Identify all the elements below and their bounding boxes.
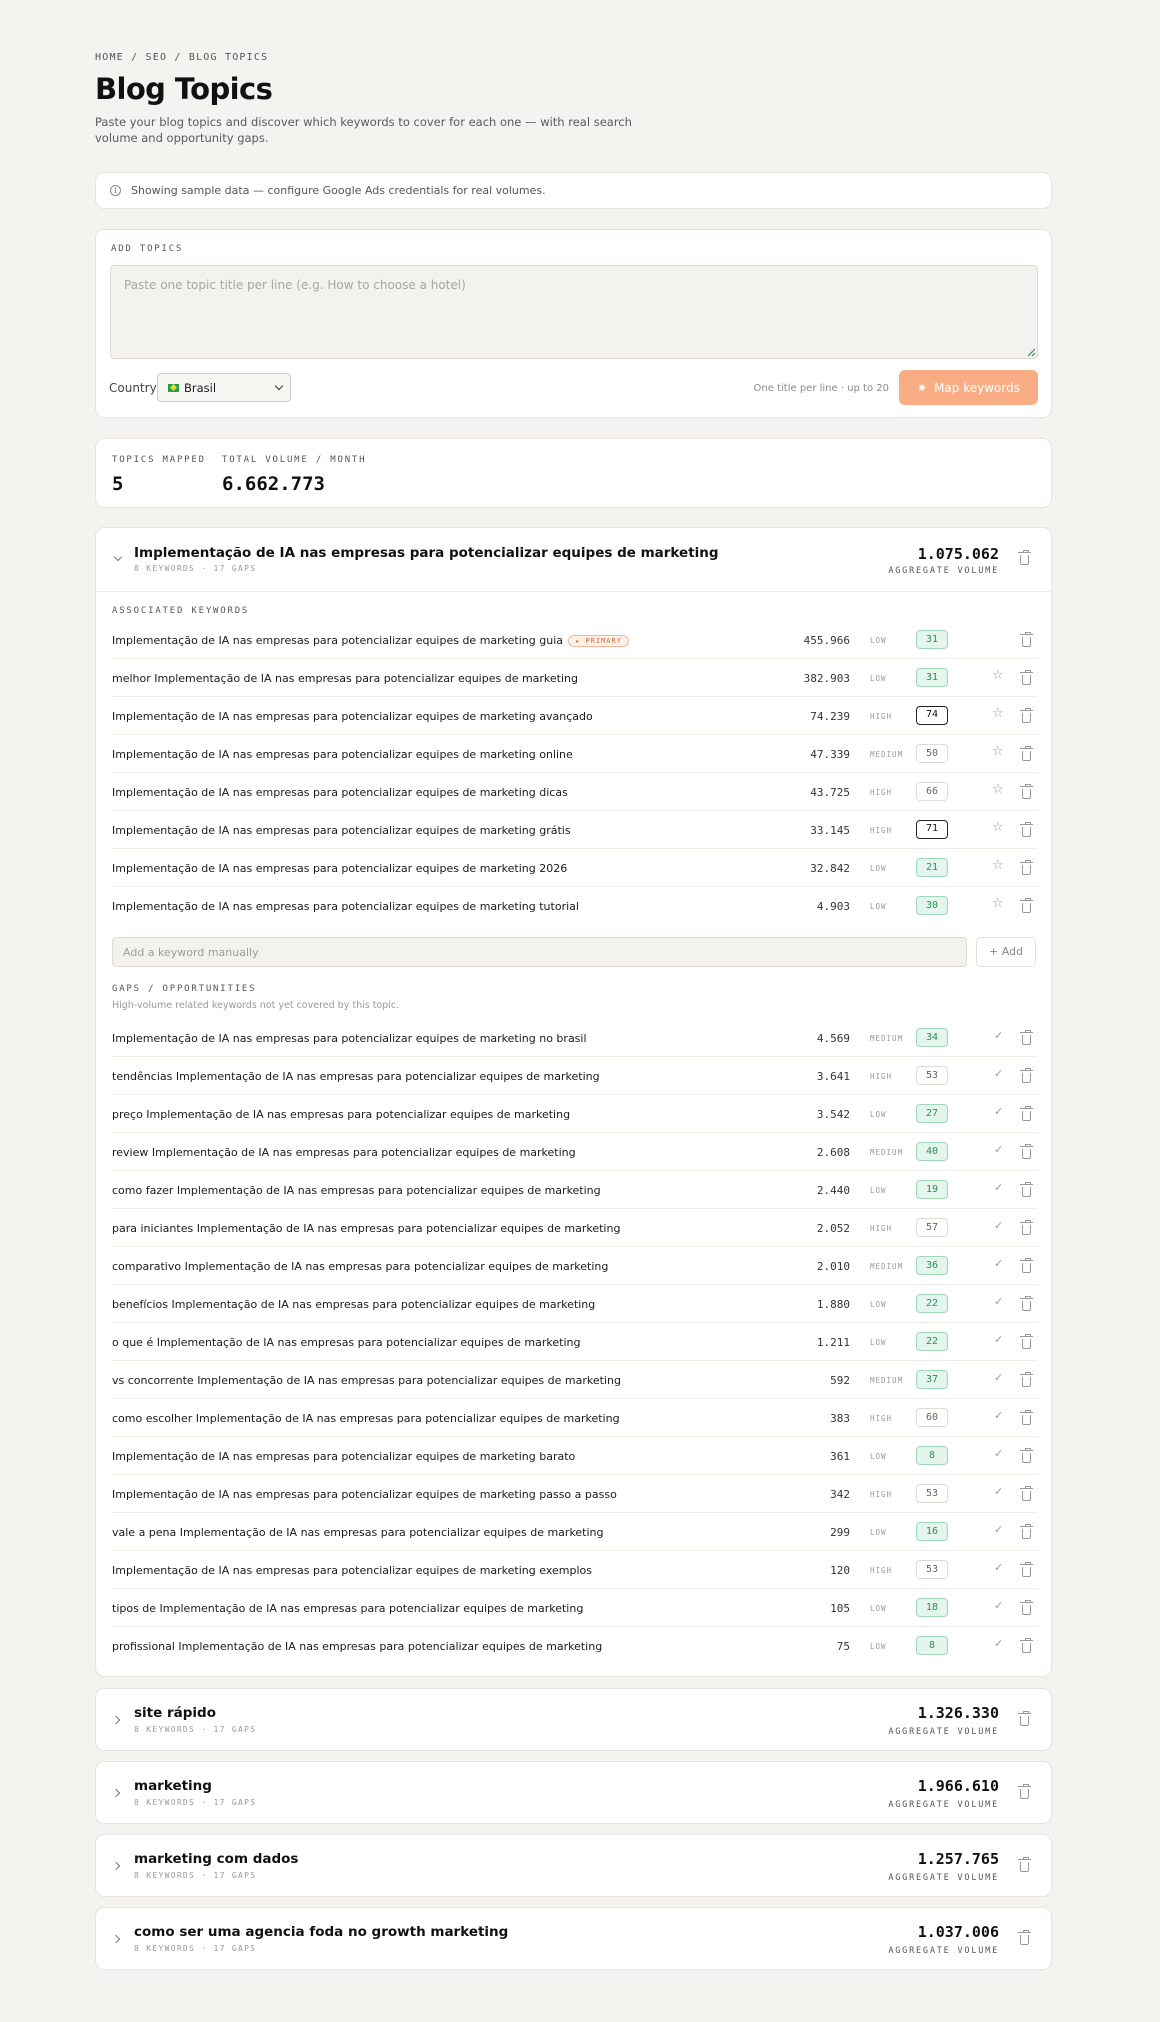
keyword-label: o que é Implementação de IA nas empresas para potencializar equipes de marketing bbox=[112, 1336, 581, 1349]
keyword-row bbox=[112, 659, 1038, 697]
notice-text: Showing sample data — configure Google Ads credentials for real volumes. bbox=[131, 184, 546, 197]
difficulty-score: 8 bbox=[916, 1446, 948, 1465]
keyword-text bbox=[112, 1526, 604, 1539]
topic-title: site rápido bbox=[134, 1705, 216, 1721]
difficulty-score: 71 bbox=[916, 820, 948, 839]
delete-keyword-icon[interactable] bbox=[1022, 903, 1031, 913]
add-topics-card bbox=[95, 229, 1052, 418]
topic-meta: 8 KEYWORDS · 17 GAPS bbox=[134, 564, 257, 573]
keyword-label: preço Implementação de IA nas empresas para potencializar equipes de marketing bbox=[112, 1108, 571, 1121]
keyword-text bbox=[112, 710, 593, 723]
difficulty-score: 22 bbox=[916, 1294, 948, 1313]
keyword-row bbox=[112, 849, 1038, 887]
competition-level: MEDIUM bbox=[870, 1262, 904, 1271]
chevron-right-icon[interactable] bbox=[112, 1862, 120, 1870]
set-primary-star-icon[interactable]: ☆ bbox=[992, 668, 1004, 683]
competition-level: LOW bbox=[870, 674, 887, 683]
keyword-label: review Implementação de IA nas empresas para potencializar equipes de marketing bbox=[112, 1146, 576, 1159]
add-gap-check-icon[interactable]: ✓ bbox=[994, 1295, 1004, 1308]
keyword-label: tendências Implementação de IA nas empresas para potencializar equipes de marketing bbox=[112, 1070, 600, 1083]
country-value: Brasil bbox=[184, 380, 217, 395]
search-volume: 43.725 bbox=[810, 786, 850, 799]
keyword-label: como escolher Implementação de IA nas empresas para potencializar equipes de marketing bbox=[112, 1412, 620, 1425]
search-volume: 4.569 bbox=[816, 1032, 850, 1045]
difficulty-score: 36 bbox=[916, 1256, 948, 1275]
search-volume: 120 bbox=[830, 1564, 850, 1577]
competition-level: LOW bbox=[870, 1642, 887, 1651]
add-topics-label: ADD TOPICS bbox=[111, 244, 184, 254]
add-gap-check-icon[interactable]: ✓ bbox=[994, 1371, 1004, 1384]
competition-level: MEDIUM bbox=[870, 1034, 904, 1043]
delete-topic-icon[interactable] bbox=[1020, 1935, 1029, 1945]
delete-keyword-icon[interactable] bbox=[1022, 1225, 1031, 1235]
keyword-label: Implementação de IA nas empresas para potencializar equipes de marketing passo a passo bbox=[112, 1488, 617, 1501]
gaps-label: GAPS / OPPORTUNITIES bbox=[112, 984, 257, 994]
topic-title: marketing com dados bbox=[134, 1851, 299, 1867]
competition-level: LOW bbox=[870, 636, 887, 645]
delete-keyword-icon[interactable] bbox=[1022, 1491, 1031, 1501]
search-volume: 592 bbox=[830, 1374, 850, 1387]
keyword-text bbox=[112, 1032, 587, 1045]
keyword-text bbox=[112, 1184, 601, 1197]
total-volume-label: TOTAL VOLUME / MONTH bbox=[222, 455, 367, 465]
aggregate-volume-label: AGGREGATE VOLUME bbox=[888, 566, 999, 576]
keyword-label: Implementação de IA nas empresas para potencializar equipes de marketing barato bbox=[112, 1450, 576, 1463]
difficulty-score: 16 bbox=[916, 1522, 948, 1541]
search-volume: 299 bbox=[830, 1526, 850, 1539]
search-volume: 1.880 bbox=[816, 1298, 850, 1311]
keyword-row bbox=[112, 887, 1038, 925]
keyword-text bbox=[112, 1336, 580, 1349]
competition-level: HIGH bbox=[870, 788, 893, 797]
chevron-right-icon[interactable] bbox=[112, 1789, 120, 1797]
input-hint: One title per line · up to 20 bbox=[753, 383, 889, 394]
difficulty-score: 34 bbox=[916, 1028, 948, 1047]
difficulty-score: 37 bbox=[916, 1370, 948, 1389]
keyword-text bbox=[112, 1640, 602, 1653]
competition-level: LOW bbox=[870, 1186, 887, 1195]
topic-title: como ser uma agencia foda no growth marketing bbox=[134, 1924, 509, 1940]
gap-row bbox=[112, 1437, 1038, 1475]
topic-card-collapsed[interactable] bbox=[95, 1761, 1052, 1824]
keyword-text bbox=[112, 1108, 570, 1121]
chevron-down-icon[interactable] bbox=[114, 553, 122, 561]
gap-row bbox=[112, 1285, 1038, 1323]
chevron-right-icon[interactable] bbox=[112, 1935, 120, 1943]
add-gap-check-icon[interactable]: ✓ bbox=[994, 1485, 1004, 1498]
keyword-label: Implementação de IA nas empresas para potencializar equipes de marketing online bbox=[112, 748, 573, 761]
delete-keyword-icon[interactable] bbox=[1022, 1529, 1031, 1539]
difficulty-score: 8 bbox=[916, 1636, 948, 1655]
keyword-label: Implementação de IA nas empresas para potencializar equipes de marketing dicas bbox=[112, 786, 568, 799]
delete-keyword-icon[interactable] bbox=[1022, 1415, 1031, 1425]
search-volume: 2.010 bbox=[816, 1260, 850, 1273]
country-label: Country bbox=[109, 381, 157, 395]
difficulty-score: 60 bbox=[916, 1408, 948, 1427]
delete-keyword-icon[interactable] bbox=[1022, 1301, 1031, 1311]
search-volume: 1.211 bbox=[816, 1336, 850, 1349]
keyword-text bbox=[112, 786, 568, 799]
topic-header[interactable] bbox=[96, 528, 1051, 592]
competition-level: HIGH bbox=[870, 712, 893, 721]
gap-row bbox=[112, 1133, 1038, 1171]
search-volume: 2.440 bbox=[816, 1184, 850, 1197]
add-gap-check-icon[interactable]: ✓ bbox=[994, 1219, 1004, 1232]
keyword-text bbox=[112, 862, 567, 875]
topic-meta: 8 KEYWORDS · 17 GAPS bbox=[134, 1871, 257, 1880]
competition-level: LOW bbox=[870, 1338, 887, 1347]
resize-handle-icon[interactable] bbox=[1026, 347, 1036, 357]
gap-row bbox=[112, 1361, 1038, 1399]
gap-row bbox=[112, 1323, 1038, 1361]
search-volume: 3.641 bbox=[816, 1070, 850, 1083]
gap-row bbox=[112, 1551, 1038, 1589]
topic-card-expanded bbox=[95, 527, 1052, 1677]
add-gap-check-icon[interactable]: ✓ bbox=[994, 1523, 1004, 1536]
aggregate-volume-value: 1.037.006 bbox=[917, 1923, 999, 1941]
keyword-label: Implementação de IA nas empresas para potencializar equipes de marketing avançado bbox=[112, 710, 593, 723]
keyword-row bbox=[112, 697, 1038, 735]
chevron-right-icon[interactable] bbox=[112, 1716, 120, 1724]
difficulty-score: 22 bbox=[916, 1332, 948, 1351]
topics-mapped-label: TOPICS MAPPED bbox=[112, 455, 206, 465]
delete-keyword-icon[interactable] bbox=[1022, 675, 1031, 685]
keyword-label: comparativo Implementação de IA nas empresas para potencializar equipes de marketing bbox=[112, 1260, 609, 1273]
delete-keyword-icon[interactable] bbox=[1022, 1339, 1031, 1349]
search-volume: 383 bbox=[830, 1412, 850, 1425]
keyword-row bbox=[112, 773, 1038, 811]
search-volume: 3.542 bbox=[816, 1108, 850, 1121]
primary-badge-label: PRIMARY bbox=[585, 637, 622, 645]
delete-keyword-icon[interactable] bbox=[1022, 1605, 1031, 1615]
total-volume-value: 6.662.773 bbox=[222, 473, 325, 495]
topic-card-collapsed[interactable] bbox=[95, 1834, 1052, 1897]
competition-level: MEDIUM bbox=[870, 1376, 904, 1385]
aggregate-volume-value: 1.326.330 bbox=[917, 1704, 999, 1722]
keyword-text bbox=[112, 1564, 592, 1577]
delete-keyword-icon[interactable] bbox=[1022, 1187, 1031, 1197]
difficulty-score: 66 bbox=[916, 782, 948, 801]
keyword-text bbox=[112, 1602, 583, 1615]
keyword-text bbox=[112, 1412, 620, 1425]
add-gap-check-icon[interactable]: ✓ bbox=[994, 1409, 1004, 1422]
search-volume: 382.903 bbox=[803, 672, 850, 685]
keyword-label: Implementação de IA nas empresas para potencializar equipes de marketing exemplos bbox=[112, 1564, 592, 1577]
sample-data-notice bbox=[95, 172, 1052, 209]
difficulty-score: 31 bbox=[916, 668, 948, 687]
topic-meta: 8 KEYWORDS · 17 GAPS bbox=[134, 1725, 257, 1734]
set-primary-star-icon[interactable]: ☆ bbox=[992, 744, 1004, 759]
competition-level: HIGH bbox=[870, 1414, 893, 1423]
add-gap-check-icon[interactable]: ✓ bbox=[994, 1447, 1004, 1460]
difficulty-score: 40 bbox=[916, 1142, 948, 1161]
set-primary-star-icon[interactable]: ☆ bbox=[992, 706, 1004, 721]
search-volume: 75 bbox=[836, 1640, 850, 1653]
aggregate-volume-label: AGGREGATE VOLUME bbox=[888, 1727, 999, 1737]
add-gap-check-icon[interactable]: ✓ bbox=[994, 1029, 1004, 1042]
keyword-label: profissional Implementação de IA nas empresas para potencializar equipes de marketing bbox=[112, 1640, 603, 1653]
keyword-label: Implementação de IA nas empresas para potencializar equipes de marketing tutorial bbox=[112, 900, 579, 913]
search-volume: 361 bbox=[830, 1450, 850, 1463]
delete-keyword-icon[interactable] bbox=[1022, 1567, 1031, 1577]
add-keyword-input[interactable] bbox=[112, 937, 967, 967]
aggregate-volume-label: AGGREGATE VOLUME bbox=[888, 1946, 999, 1956]
aggregate-volume-value: 1.075.062 bbox=[917, 545, 999, 563]
topic-title: Implementação de IA nas empresas para potencializar equipes de marketing bbox=[134, 545, 719, 561]
competition-level: LOW bbox=[870, 1452, 887, 1461]
brazil-flag-icon bbox=[168, 384, 179, 392]
delete-keyword-icon[interactable] bbox=[1022, 1643, 1031, 1653]
keyword-text bbox=[112, 634, 629, 647]
competition-level: LOW bbox=[870, 902, 887, 911]
keyword-label: melhor Implementação de IA nas empresas para potencializar equipes de marketing bbox=[112, 672, 579, 685]
keyword-text bbox=[112, 1070, 600, 1083]
delete-topic-icon[interactable] bbox=[1020, 555, 1029, 565]
keyword-label: benefícios Implementação de IA nas empresas para potencializar equipes de marketing bbox=[112, 1298, 596, 1311]
difficulty-score: 30 bbox=[916, 896, 948, 915]
topic-card-collapsed[interactable] bbox=[95, 1688, 1052, 1751]
keyword-text bbox=[112, 1260, 608, 1273]
keyword-label: Implementação de IA nas empresas para potencializar equipes de marketing guia bbox=[112, 634, 563, 647]
keyword-label: para iniciantes Implementação de IA nas empresas para potencializar equipes de marketing bbox=[112, 1222, 621, 1235]
topic-title: marketing bbox=[134, 1778, 212, 1794]
competition-level: HIGH bbox=[870, 1072, 893, 1081]
delete-topic-icon[interactable] bbox=[1020, 1789, 1029, 1799]
country-select[interactable] bbox=[157, 373, 291, 402]
difficulty-score: 57 bbox=[916, 1218, 948, 1237]
delete-keyword-icon[interactable] bbox=[1022, 751, 1031, 761]
keyword-text bbox=[112, 1298, 595, 1311]
associated-keywords-label: ASSOCIATED KEYWORDS bbox=[112, 606, 250, 616]
gap-row bbox=[112, 1513, 1038, 1551]
sparkle-icon: ✷ bbox=[917, 380, 928, 395]
delete-keyword-icon[interactable] bbox=[1022, 789, 1031, 799]
keyword-label: vale a pena Implementação de IA nas empresas para potencializar equipes de marketing bbox=[112, 1526, 604, 1539]
keyword-label: Implementação de IA nas empresas para potencializar equipes de marketing no brasil bbox=[112, 1032, 587, 1045]
delete-keyword-icon[interactable] bbox=[1022, 637, 1031, 647]
add-gap-check-icon[interactable]: ✓ bbox=[994, 1257, 1004, 1270]
keyword-row bbox=[112, 811, 1038, 849]
add-gap-check-icon[interactable]: ✓ bbox=[994, 1181, 1004, 1194]
keyword-label: Implementação de IA nas empresas para potencializar equipes de marketing 2026 bbox=[112, 862, 568, 875]
chevron-down-icon bbox=[275, 382, 283, 390]
topic-meta: 8 KEYWORDS · 17 GAPS bbox=[134, 1944, 257, 1953]
keyword-text bbox=[112, 1450, 575, 1463]
keyword-label: vs concorrente Implementação de IA nas empresas para potencializar equipes de marketing bbox=[112, 1374, 621, 1387]
add-gap-check-icon[interactable]: ✓ bbox=[994, 1561, 1004, 1574]
delete-keyword-icon[interactable] bbox=[1022, 865, 1031, 875]
keyword-text bbox=[112, 1488, 617, 1501]
search-volume: 4.903 bbox=[816, 900, 850, 913]
aggregate-volume-label: AGGREGATE VOLUME bbox=[888, 1800, 999, 1810]
keyword-text bbox=[112, 1374, 621, 1387]
search-volume: 342 bbox=[830, 1488, 850, 1501]
gap-row bbox=[112, 1209, 1038, 1247]
competition-level: HIGH bbox=[870, 1490, 893, 1499]
aggregate-volume-value: 1.966.610 bbox=[917, 1777, 999, 1795]
delete-keyword-icon[interactable] bbox=[1022, 827, 1031, 837]
set-primary-star-icon[interactable]: ☆ bbox=[992, 858, 1004, 873]
gap-row bbox=[112, 1247, 1038, 1285]
map-keywords-label: Map keywords bbox=[934, 380, 1020, 395]
aggregate-volume-value: 1.257.765 bbox=[917, 1850, 999, 1868]
difficulty-score: 19 bbox=[916, 1180, 948, 1199]
competition-level: LOW bbox=[870, 1528, 887, 1537]
aggregate-volume-label: AGGREGATE VOLUME bbox=[888, 1873, 999, 1883]
keyword-text bbox=[112, 1222, 620, 1235]
difficulty-score: 50 bbox=[916, 744, 948, 763]
gaps-subtitle: High-volume related keywords not yet covered by this topic. bbox=[112, 1000, 400, 1011]
competition-level: HIGH bbox=[870, 1566, 893, 1575]
map-keywords-button[interactable] bbox=[899, 370, 1038, 405]
difficulty-score: 18 bbox=[916, 1598, 948, 1617]
set-primary-star-icon[interactable]: ☆ bbox=[992, 820, 1004, 835]
add-gap-check-icon[interactable]: ✓ bbox=[994, 1143, 1004, 1156]
set-primary-star-icon[interactable]: ☆ bbox=[992, 782, 1004, 797]
search-volume: 32.842 bbox=[810, 862, 850, 875]
search-volume: 2.052 bbox=[816, 1222, 850, 1235]
difficulty-score: 53 bbox=[916, 1484, 948, 1503]
keyword-text bbox=[112, 672, 578, 685]
difficulty-score: 27 bbox=[916, 1104, 948, 1123]
gap-row bbox=[112, 1475, 1038, 1513]
topic-meta: 8 KEYWORDS · 17 GAPS bbox=[134, 1798, 257, 1807]
delete-keyword-icon[interactable] bbox=[1022, 1377, 1031, 1387]
primary-badge: ★ PRIMARY bbox=[568, 635, 629, 647]
add-gap-check-icon[interactable]: ✓ bbox=[994, 1333, 1004, 1346]
competition-level: LOW bbox=[870, 1300, 887, 1309]
gap-row bbox=[112, 1095, 1038, 1133]
page-subtitle: Paste your blog topics and discover which keywords to cover for each one — with real search volume and opportunity gaps. bbox=[95, 115, 632, 145]
add-gap-check-icon[interactable]: ✓ bbox=[994, 1067, 1004, 1080]
add-gap-check-icon[interactable]: ✓ bbox=[994, 1105, 1004, 1118]
competition-level: MEDIUM bbox=[870, 1148, 904, 1157]
add-gap-check-icon[interactable]: ✓ bbox=[994, 1637, 1004, 1650]
keyword-text bbox=[112, 748, 573, 761]
info-icon: i bbox=[110, 185, 121, 196]
delete-keyword-icon[interactable] bbox=[1022, 1149, 1031, 1159]
set-primary-star-icon[interactable]: ☆ bbox=[992, 896, 1004, 911]
competition-level: LOW bbox=[870, 1604, 887, 1613]
search-volume: 74.239 bbox=[810, 710, 850, 723]
stats-card bbox=[95, 438, 1052, 508]
search-volume: 2.608 bbox=[816, 1146, 850, 1159]
delete-keyword-icon[interactable] bbox=[1022, 1035, 1031, 1045]
add-gap-check-icon[interactable]: ✓ bbox=[994, 1599, 1004, 1612]
keyword-label: como fazer Implementação de IA nas empresas para potencializar equipes de marketing bbox=[112, 1184, 601, 1197]
delete-keyword-icon[interactable] bbox=[1022, 1073, 1031, 1083]
delete-keyword-icon[interactable] bbox=[1022, 1263, 1031, 1273]
gap-row bbox=[112, 1019, 1038, 1057]
keyword-text bbox=[112, 824, 571, 837]
competition-level: LOW bbox=[870, 1110, 887, 1119]
gap-row bbox=[112, 1627, 1038, 1665]
delete-keyword-icon[interactable] bbox=[1022, 713, 1031, 723]
delete-topic-icon[interactable] bbox=[1020, 1716, 1029, 1726]
competition-level: LOW bbox=[870, 864, 887, 873]
difficulty-score: 21 bbox=[916, 858, 948, 877]
gap-row bbox=[112, 1057, 1038, 1095]
breadcrumb: HOME / SEO / BLOG TOPICS bbox=[95, 52, 269, 63]
topic-card-collapsed[interactable] bbox=[95, 1907, 1052, 1970]
keyword-row bbox=[112, 621, 1038, 659]
competition-level: HIGH bbox=[870, 1224, 893, 1233]
delete-keyword-icon[interactable] bbox=[1022, 1111, 1031, 1121]
topics-input[interactable] bbox=[110, 265, 1038, 359]
gap-row bbox=[112, 1171, 1038, 1209]
delete-keyword-icon[interactable] bbox=[1022, 1453, 1031, 1463]
topics-mapped-value: 5 bbox=[112, 473, 124, 495]
keyword-text bbox=[112, 1146, 576, 1159]
difficulty-score: 74 bbox=[916, 706, 948, 725]
competition-level: HIGH bbox=[870, 826, 893, 835]
page-title: Blog Topics bbox=[95, 72, 273, 106]
keyword-text bbox=[112, 900, 579, 913]
keyword-label: tipos de Implementação de IA nas empresas para potencializar equipes de marketing bbox=[112, 1602, 584, 1615]
search-volume: 105 bbox=[830, 1602, 850, 1615]
difficulty-score: 53 bbox=[916, 1560, 948, 1579]
keyword-row bbox=[112, 735, 1038, 773]
keyword-label: Implementação de IA nas empresas para potencializar equipes de marketing grátis bbox=[112, 824, 571, 837]
search-volume: 47.339 bbox=[810, 748, 850, 761]
search-volume: 33.145 bbox=[810, 824, 850, 837]
add-keyword-button[interactable]: + Add bbox=[976, 937, 1036, 967]
competition-level: MEDIUM bbox=[870, 750, 904, 759]
gap-row bbox=[112, 1399, 1038, 1437]
search-volume: 455.966 bbox=[803, 634, 850, 647]
gap-row bbox=[112, 1589, 1038, 1627]
difficulty-score: 53 bbox=[916, 1066, 948, 1085]
delete-topic-icon[interactable] bbox=[1020, 1862, 1029, 1872]
difficulty-score: 31 bbox=[916, 630, 948, 649]
